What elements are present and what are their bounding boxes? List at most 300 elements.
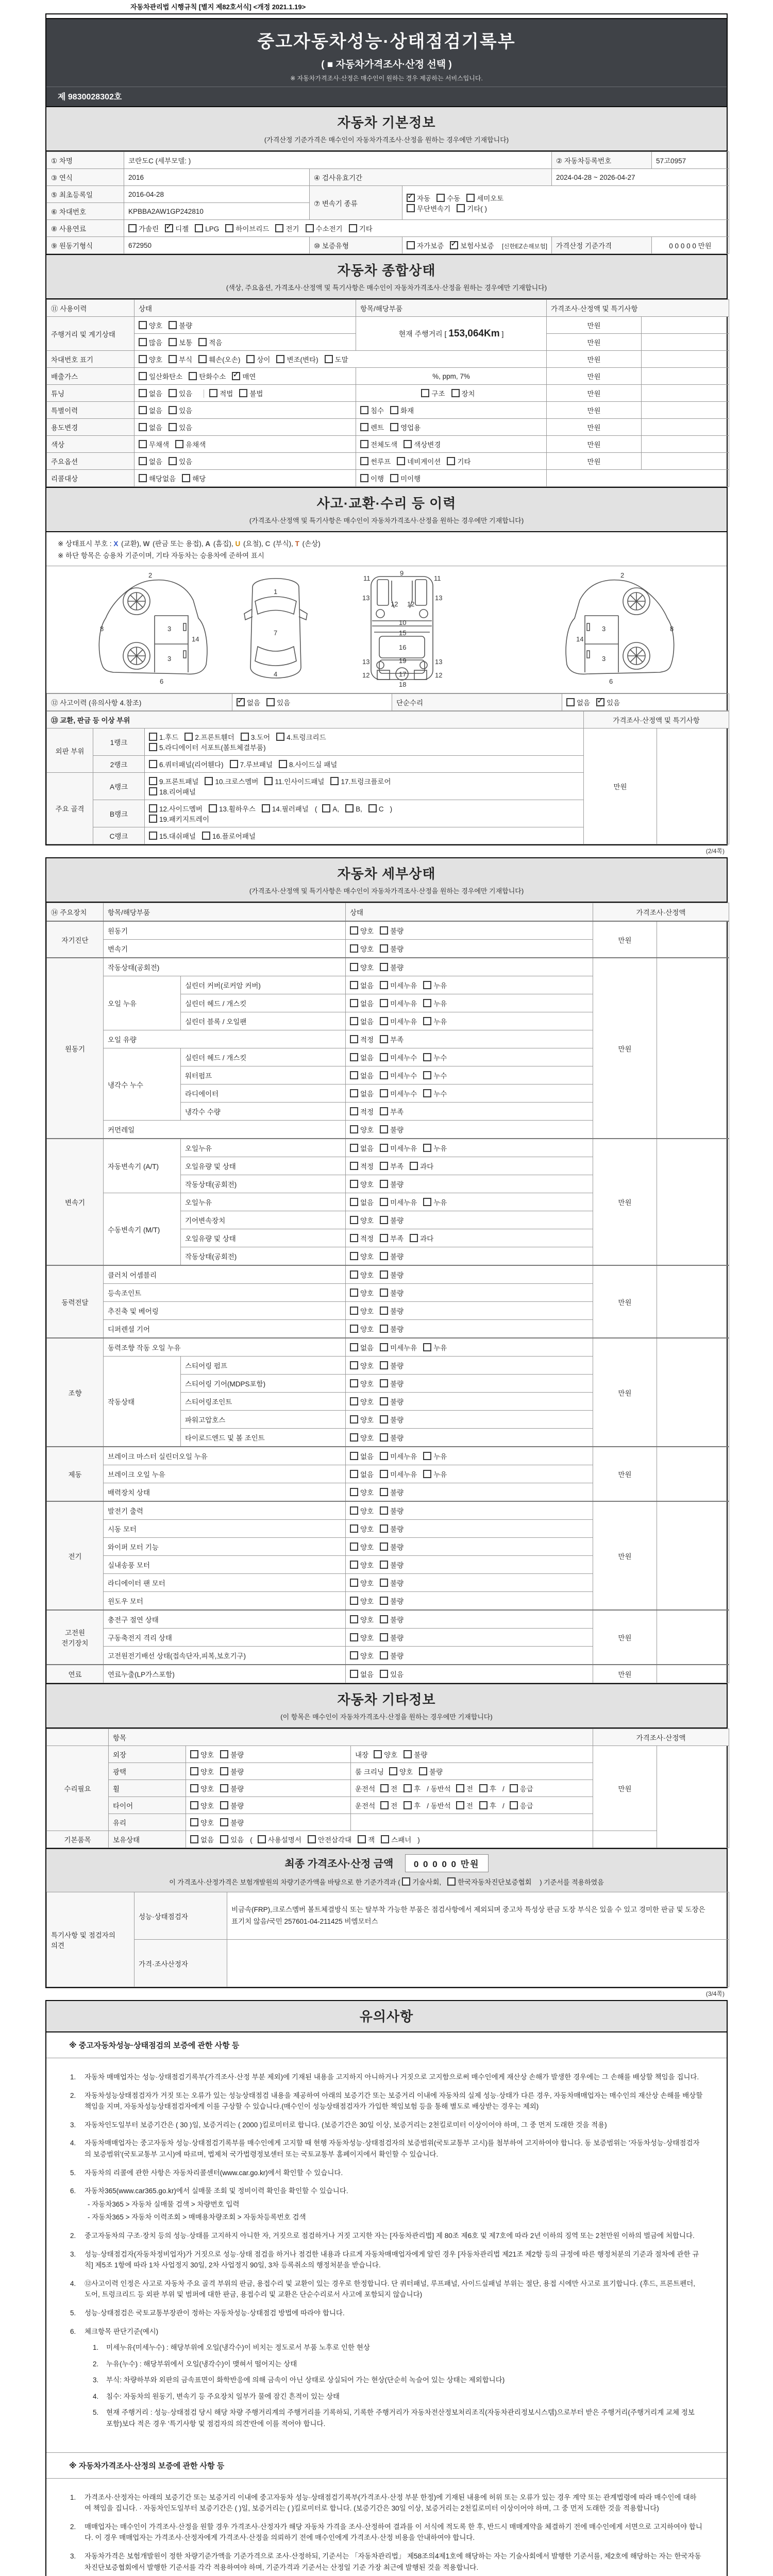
checkbox-icon[interactable] bbox=[350, 1053, 358, 1061]
checkbox-icon[interactable] bbox=[350, 1307, 358, 1315]
checkbox-icon[interactable] bbox=[358, 1835, 366, 1843]
checkbox-option[interactable] bbox=[350, 1578, 374, 1588]
checkbox-icon[interactable] bbox=[169, 457, 177, 465]
checkbox-icon[interactable] bbox=[421, 389, 429, 397]
checkbox-icon[interactable] bbox=[230, 760, 238, 768]
checkbox-option[interactable] bbox=[380, 1614, 404, 1624]
checkbox-option[interactable] bbox=[350, 962, 374, 972]
checkbox-icon[interactable] bbox=[149, 777, 157, 785]
checkbox-option[interactable] bbox=[380, 1650, 404, 1660]
checkbox-option[interactable] bbox=[350, 943, 374, 954]
checkbox-icon[interactable] bbox=[397, 457, 405, 465]
checkbox-option[interactable] bbox=[349, 223, 373, 233]
checkbox-option[interactable] bbox=[350, 1306, 374, 1316]
checkbox-option[interactable] bbox=[350, 1161, 374, 1171]
checkbox-icon[interactable] bbox=[220, 1767, 228, 1775]
checkbox-icon[interactable] bbox=[220, 1750, 228, 1758]
checkbox-icon[interactable] bbox=[128, 224, 137, 232]
checkbox-icon[interactable] bbox=[190, 1801, 198, 1809]
checkbox-icon[interactable] bbox=[190, 1767, 198, 1775]
checkbox-icon[interactable] bbox=[423, 1452, 431, 1460]
checkbox-option[interactable] bbox=[380, 1324, 404, 1334]
checkbox-icon[interactable] bbox=[381, 1835, 389, 1843]
checkbox-option[interactable] bbox=[397, 456, 441, 466]
checkbox-icon[interactable] bbox=[380, 1198, 388, 1206]
checkbox-icon[interactable] bbox=[350, 1488, 358, 1496]
checkbox-icon[interactable] bbox=[190, 1835, 198, 1843]
checkbox-icon[interactable] bbox=[380, 1615, 388, 1623]
checkbox-option[interactable] bbox=[149, 831, 196, 841]
checkbox-option[interactable] bbox=[139, 439, 169, 449]
checkbox-icon[interactable] bbox=[350, 1252, 358, 1260]
checkbox-icon[interactable] bbox=[149, 760, 157, 768]
checkbox-icon[interactable] bbox=[220, 1801, 228, 1809]
checkbox-option[interactable] bbox=[169, 354, 192, 364]
checkbox-option[interactable] bbox=[380, 980, 417, 990]
checkbox-option[interactable] bbox=[380, 1233, 404, 1243]
checkbox-icon[interactable] bbox=[325, 355, 333, 363]
checkbox-icon[interactable] bbox=[139, 355, 147, 363]
checkbox-icon[interactable] bbox=[380, 1035, 388, 1043]
checkbox-option[interactable] bbox=[149, 759, 224, 769]
checkbox-option[interactable] bbox=[419, 1766, 443, 1776]
checkbox-icon[interactable] bbox=[451, 389, 460, 397]
checkbox-icon[interactable] bbox=[149, 787, 157, 795]
checkbox-option[interactable] bbox=[350, 1487, 374, 1497]
checkbox-icon[interactable] bbox=[466, 194, 475, 202]
checkbox-option[interactable] bbox=[404, 1800, 421, 1810]
checkbox-icon[interactable] bbox=[175, 440, 183, 448]
checkbox-option[interactable] bbox=[350, 1650, 374, 1660]
checkbox-option[interactable] bbox=[169, 388, 192, 398]
checkbox-icon[interactable] bbox=[390, 423, 398, 431]
checkbox-option[interactable] bbox=[381, 1834, 411, 1844]
checkbox-icon[interactable] bbox=[380, 1452, 388, 1460]
checkbox-option[interactable] bbox=[457, 203, 487, 213]
checkbox-icon[interactable] bbox=[380, 1361, 388, 1369]
checkbox-option[interactable] bbox=[350, 1469, 374, 1479]
checkbox-icon[interactable] bbox=[380, 1289, 388, 1297]
checkbox-option[interactable] bbox=[380, 1088, 417, 1098]
checkbox-icon[interactable] bbox=[380, 1089, 388, 1097]
checkbox-option[interactable] bbox=[350, 1124, 374, 1134]
checkbox-icon[interactable] bbox=[350, 1035, 358, 1043]
checkbox-option[interactable] bbox=[380, 1070, 417, 1080]
checkbox-icon[interactable] bbox=[380, 1397, 388, 1405]
checkbox-option[interactable] bbox=[380, 1161, 404, 1171]
checkbox-option[interactable] bbox=[276, 732, 326, 742]
checkbox-option[interactable] bbox=[350, 1034, 374, 1044]
checkbox-option[interactable] bbox=[262, 803, 309, 814]
checkbox-option[interactable] bbox=[237, 697, 260, 707]
checkbox-option[interactable] bbox=[190, 1800, 214, 1810]
checkbox-option[interactable] bbox=[380, 1215, 404, 1225]
checkbox-icon[interactable] bbox=[198, 355, 207, 363]
checkbox-icon[interactable] bbox=[149, 815, 157, 823]
checkbox-icon[interactable] bbox=[380, 963, 388, 971]
checkbox-icon[interactable] bbox=[380, 1162, 388, 1170]
checkbox-icon[interactable] bbox=[380, 1252, 388, 1260]
checkbox-option[interactable] bbox=[423, 1197, 447, 1207]
checkbox-option[interactable] bbox=[390, 422, 421, 432]
checkbox-icon[interactable] bbox=[149, 743, 157, 751]
checkbox-icon[interactable] bbox=[350, 1415, 358, 1423]
checkbox-option[interactable] bbox=[209, 803, 256, 814]
checkbox-icon[interactable] bbox=[350, 1615, 358, 1623]
checkbox-option[interactable] bbox=[407, 203, 450, 213]
checkbox-icon[interactable] bbox=[190, 1818, 198, 1826]
checkbox-option[interactable] bbox=[149, 814, 209, 824]
checkbox-icon[interactable] bbox=[402, 1877, 410, 1886]
checkbox-icon[interactable] bbox=[390, 474, 398, 482]
checkbox-icon[interactable] bbox=[350, 1144, 358, 1152]
checkbox-icon[interactable] bbox=[169, 355, 177, 363]
checkbox-icon[interactable] bbox=[380, 1415, 388, 1423]
checkbox-option[interactable] bbox=[380, 1287, 404, 1298]
checkbox-icon[interactable] bbox=[276, 733, 284, 741]
checkbox-icon[interactable] bbox=[350, 1579, 358, 1587]
checkbox-icon[interactable] bbox=[350, 1270, 358, 1279]
checkbox-icon[interactable] bbox=[380, 1071, 388, 1079]
checkbox-icon[interactable] bbox=[404, 440, 412, 448]
checkbox-option[interactable] bbox=[175, 439, 206, 449]
checkbox-option[interactable] bbox=[239, 388, 263, 398]
checkbox-option[interactable] bbox=[380, 1560, 404, 1570]
checkbox-option[interactable] bbox=[380, 1469, 417, 1479]
checkbox-option[interactable] bbox=[350, 1179, 374, 1189]
checkbox-icon[interactable] bbox=[380, 1488, 388, 1496]
checkbox-icon[interactable] bbox=[374, 1750, 382, 1758]
checkbox-icon[interactable] bbox=[380, 1216, 388, 1224]
checkbox-option[interactable] bbox=[350, 1269, 374, 1280]
checkbox-icon[interactable] bbox=[258, 1835, 266, 1843]
checkbox-icon[interactable] bbox=[350, 1325, 358, 1333]
checkbox-option[interactable] bbox=[220, 1817, 244, 1827]
checkbox-icon[interactable] bbox=[246, 355, 255, 363]
checkbox-icon[interactable] bbox=[350, 1107, 358, 1115]
checkbox-icon[interactable] bbox=[350, 1433, 358, 1442]
checkbox-option[interactable] bbox=[380, 1306, 404, 1316]
checkbox-checked-icon[interactable] bbox=[596, 698, 604, 706]
checkbox-icon[interactable] bbox=[380, 1633, 388, 1641]
checkbox-option[interactable] bbox=[380, 1034, 404, 1044]
checkbox-option[interactable] bbox=[350, 1614, 374, 1624]
checkbox-option[interactable] bbox=[128, 223, 159, 233]
checkbox-icon[interactable] bbox=[279, 760, 287, 768]
checkbox-option[interactable] bbox=[350, 1360, 374, 1370]
checkbox-icon[interactable] bbox=[380, 1524, 388, 1533]
checkbox-option[interactable] bbox=[380, 1251, 404, 1261]
checkbox-option[interactable] bbox=[350, 1106, 374, 1116]
checkbox-icon[interactable] bbox=[169, 423, 177, 431]
checkbox-icon[interactable] bbox=[350, 1180, 358, 1188]
checkbox-icon[interactable] bbox=[447, 1877, 456, 1886]
checkbox-option[interactable] bbox=[380, 1800, 397, 1810]
checkbox-icon[interactable] bbox=[276, 355, 284, 363]
checkbox-option[interactable] bbox=[350, 1197, 374, 1207]
checkbox-option[interactable] bbox=[380, 1143, 417, 1153]
checkbox-option[interactable] bbox=[404, 1749, 427, 1759]
checkbox-option[interactable] bbox=[380, 1669, 404, 1679]
checkbox-icon[interactable] bbox=[360, 457, 368, 465]
checkbox-icon[interactable] bbox=[220, 1818, 228, 1826]
checkbox-option[interactable] bbox=[139, 354, 162, 364]
checkbox-icon[interactable] bbox=[423, 1343, 431, 1351]
checkbox-icon[interactable] bbox=[350, 981, 358, 989]
checkbox-option[interactable] bbox=[246, 354, 270, 364]
checkbox-icon[interactable] bbox=[190, 1784, 198, 1792]
checkbox-option[interactable] bbox=[139, 320, 162, 330]
checkbox-icon[interactable] bbox=[380, 1651, 388, 1659]
checkbox-icon[interactable] bbox=[149, 804, 157, 812]
checkbox-checked-icon[interactable] bbox=[237, 698, 245, 706]
checkbox-icon[interactable] bbox=[390, 406, 398, 414]
checkbox-icon[interactable] bbox=[410, 1162, 418, 1170]
checkbox-icon[interactable] bbox=[423, 1017, 431, 1025]
checkbox-icon[interactable] bbox=[380, 1343, 388, 1351]
checkbox-icon[interactable] bbox=[198, 338, 207, 346]
checkbox-icon[interactable] bbox=[360, 440, 368, 448]
checkbox-icon[interactable] bbox=[350, 1651, 358, 1659]
checkbox-option[interactable] bbox=[410, 1161, 433, 1171]
checkbox-option[interactable] bbox=[350, 1432, 374, 1443]
checkbox-icon[interactable] bbox=[456, 1784, 464, 1792]
checkbox-icon[interactable] bbox=[407, 241, 415, 249]
checkbox-option[interactable] bbox=[139, 337, 162, 347]
checkbox-icon[interactable] bbox=[169, 389, 177, 397]
checkbox-icon[interactable] bbox=[149, 832, 157, 840]
checkbox-option[interactable] bbox=[182, 473, 206, 483]
checkbox-option[interactable] bbox=[225, 223, 269, 233]
checkbox-option[interactable] bbox=[596, 697, 620, 707]
checkbox-icon[interactable] bbox=[380, 1433, 388, 1442]
checkbox-icon[interactable] bbox=[139, 440, 147, 448]
checkbox-icon[interactable] bbox=[380, 1801, 389, 1809]
checkbox-icon[interactable] bbox=[380, 1107, 388, 1115]
checkbox-icon[interactable] bbox=[510, 1784, 518, 1792]
checkbox-icon[interactable] bbox=[350, 1633, 358, 1641]
checkbox-icon[interactable] bbox=[225, 224, 233, 232]
checkbox-icon[interactable] bbox=[404, 1784, 412, 1792]
checkbox-option[interactable] bbox=[169, 405, 192, 415]
checkbox-icon[interactable] bbox=[322, 804, 330, 812]
checkbox-option[interactable] bbox=[380, 1016, 417, 1026]
checkbox-icon[interactable] bbox=[139, 338, 147, 346]
checkbox-icon[interactable] bbox=[380, 1470, 388, 1478]
checkbox-icon[interactable] bbox=[139, 457, 147, 465]
checkbox-option[interactable] bbox=[350, 1669, 374, 1679]
checkbox-option[interactable] bbox=[447, 456, 470, 466]
checkbox-icon[interactable] bbox=[139, 474, 147, 482]
checkbox-option[interactable] bbox=[139, 422, 162, 432]
checkbox-option[interactable] bbox=[466, 193, 503, 203]
checkbox-icon[interactable] bbox=[349, 224, 357, 232]
checkbox-option[interactable] bbox=[198, 354, 240, 364]
checkbox-icon[interactable] bbox=[380, 1379, 388, 1387]
checkbox-icon[interactable] bbox=[139, 389, 147, 397]
checkbox-icon[interactable] bbox=[380, 1307, 388, 1315]
checkbox-icon[interactable] bbox=[350, 963, 358, 971]
checkbox-icon[interactable] bbox=[423, 1198, 431, 1206]
checkbox-option[interactable] bbox=[184, 732, 234, 742]
checkbox-icon[interactable] bbox=[350, 1470, 358, 1478]
checkbox-icon[interactable] bbox=[350, 1361, 358, 1369]
checkbox-icon[interactable] bbox=[380, 1234, 388, 1242]
checkbox-icon[interactable] bbox=[169, 338, 177, 346]
checkbox-option[interactable] bbox=[423, 1070, 447, 1080]
checkbox-option[interactable] bbox=[350, 1215, 374, 1225]
checkbox-option[interactable] bbox=[407, 193, 430, 203]
checkbox-option[interactable] bbox=[380, 1197, 417, 1207]
checkbox-option[interactable] bbox=[479, 1783, 496, 1793]
checkbox-option[interactable] bbox=[380, 1487, 404, 1497]
checkbox-icon[interactable] bbox=[360, 474, 368, 482]
checkbox-option[interactable] bbox=[450, 240, 494, 250]
checkbox-option[interactable] bbox=[308, 1834, 351, 1844]
checkbox-option[interactable] bbox=[350, 1596, 374, 1606]
checkbox-icon[interactable] bbox=[139, 372, 147, 380]
checkbox-icon[interactable] bbox=[380, 1180, 388, 1188]
checkbox-option[interactable] bbox=[380, 1523, 404, 1534]
checkbox-icon[interactable] bbox=[423, 1144, 431, 1152]
checkbox-option[interactable] bbox=[350, 1414, 374, 1425]
checkbox-option[interactable] bbox=[345, 804, 362, 813]
checkbox-icon[interactable] bbox=[389, 1767, 397, 1775]
checkbox-option[interactable] bbox=[169, 456, 192, 466]
checkbox-icon[interactable] bbox=[423, 1470, 431, 1478]
checkbox-option[interactable] bbox=[451, 388, 475, 398]
checkbox-icon[interactable] bbox=[380, 944, 388, 953]
checkbox-option[interactable] bbox=[195, 224, 219, 233]
checkbox-option[interactable] bbox=[350, 1251, 374, 1261]
checkbox-option[interactable] bbox=[220, 1783, 244, 1793]
checkbox-icon[interactable] bbox=[479, 1784, 488, 1792]
checkbox-option[interactable] bbox=[421, 388, 445, 398]
checkbox-icon[interactable] bbox=[380, 1579, 388, 1587]
checkbox-option[interactable] bbox=[350, 1070, 374, 1080]
checkbox-option[interactable] bbox=[330, 776, 391, 786]
checkbox-icon[interactable] bbox=[169, 406, 177, 414]
checkbox-icon[interactable] bbox=[380, 1597, 388, 1605]
checkbox-option[interactable] bbox=[374, 1749, 397, 1759]
checkbox-option[interactable] bbox=[410, 1233, 433, 1243]
checkbox-option[interactable] bbox=[380, 1432, 404, 1443]
checkbox-option[interactable] bbox=[380, 1269, 404, 1280]
checkbox-icon[interactable] bbox=[266, 698, 275, 706]
checkbox-icon[interactable] bbox=[510, 1801, 518, 1809]
checkbox-icon[interactable] bbox=[380, 1325, 388, 1333]
checkbox-icon[interactable] bbox=[139, 423, 147, 431]
checkbox-icon[interactable] bbox=[350, 944, 358, 953]
checkbox-option[interactable] bbox=[380, 1124, 404, 1134]
checkbox-icon[interactable] bbox=[410, 1234, 418, 1242]
checkbox-option[interactable] bbox=[423, 1052, 447, 1062]
checkbox-option[interactable] bbox=[266, 697, 290, 707]
checkbox-icon[interactable] bbox=[182, 474, 190, 482]
checkbox-option[interactable] bbox=[190, 1834, 214, 1844]
checkbox-icon[interactable] bbox=[368, 804, 377, 812]
checkbox-option[interactable] bbox=[423, 1469, 447, 1479]
checkbox-option[interactable] bbox=[479, 1800, 496, 1810]
checkbox-icon[interactable] bbox=[350, 1089, 358, 1097]
checkbox-icon[interactable] bbox=[380, 1784, 389, 1792]
checkbox-option[interactable] bbox=[350, 1287, 374, 1298]
checkbox-option[interactable] bbox=[139, 405, 162, 415]
checkbox-option[interactable] bbox=[149, 742, 266, 752]
checkbox-option[interactable] bbox=[380, 1451, 417, 1461]
checkbox-option[interactable] bbox=[149, 776, 198, 786]
checkbox-option[interactable] bbox=[350, 980, 374, 990]
checkbox-option[interactable] bbox=[380, 1052, 417, 1062]
checkbox-icon[interactable] bbox=[350, 1452, 358, 1460]
checkbox-option[interactable] bbox=[149, 786, 196, 796]
checkbox-checked-icon[interactable] bbox=[450, 241, 458, 249]
checkbox-option[interactable] bbox=[149, 803, 203, 814]
checkbox-option[interactable] bbox=[350, 1233, 374, 1243]
checkbox-icon[interactable] bbox=[220, 1784, 228, 1792]
checkbox-option[interactable] bbox=[139, 473, 176, 483]
checkbox-icon[interactable] bbox=[139, 321, 147, 329]
checkbox-icon[interactable] bbox=[479, 1801, 488, 1809]
checkbox-option[interactable] bbox=[220, 1834, 244, 1844]
checkbox-icon[interactable] bbox=[350, 1597, 358, 1605]
checkbox-option[interactable] bbox=[165, 223, 189, 233]
checkbox-option[interactable] bbox=[380, 1541, 404, 1552]
checkbox-option[interactable] bbox=[325, 354, 348, 364]
checkbox-option[interactable] bbox=[510, 1783, 533, 1793]
checkbox-icon[interactable] bbox=[380, 1270, 388, 1279]
checkbox-icon[interactable] bbox=[380, 1561, 388, 1569]
checkbox-icon[interactable] bbox=[423, 1071, 431, 1079]
checkbox-icon[interactable] bbox=[350, 1670, 358, 1678]
checkbox-option[interactable] bbox=[350, 1378, 374, 1388]
checkbox-icon[interactable] bbox=[350, 1017, 358, 1025]
checkbox-option[interactable] bbox=[276, 354, 318, 364]
checkbox-option[interactable] bbox=[306, 223, 343, 233]
checkbox-option[interactable] bbox=[190, 1817, 214, 1827]
checkbox-option[interactable] bbox=[566, 697, 590, 707]
checkbox-option[interactable] bbox=[404, 1783, 421, 1793]
checkbox-option[interactable] bbox=[322, 804, 339, 813]
checkbox-icon[interactable] bbox=[380, 981, 388, 989]
checkbox-option[interactable] bbox=[423, 1451, 447, 1461]
checkbox-option[interactable] bbox=[220, 1749, 244, 1759]
checkbox-checked-icon[interactable] bbox=[232, 372, 240, 380]
checkbox-checked-icon[interactable] bbox=[165, 224, 173, 232]
checkbox-icon[interactable] bbox=[360, 423, 368, 431]
checkbox-option[interactable] bbox=[380, 1505, 404, 1516]
checkbox-option[interactable] bbox=[404, 439, 441, 449]
checkbox-icon[interactable] bbox=[275, 224, 283, 232]
checkbox-option[interactable] bbox=[241, 732, 270, 742]
checkbox-icon[interactable] bbox=[380, 1053, 388, 1061]
checkbox-icon[interactable] bbox=[262, 804, 270, 812]
checkbox-icon[interactable] bbox=[209, 804, 217, 812]
checkbox-option[interactable] bbox=[380, 1396, 404, 1406]
checkbox-option[interactable] bbox=[423, 1088, 447, 1098]
checkbox-icon[interactable] bbox=[350, 926, 358, 935]
checkbox-option[interactable] bbox=[350, 1632, 374, 1642]
checkbox-option[interactable] bbox=[360, 456, 391, 466]
checkbox-icon[interactable] bbox=[423, 1089, 431, 1097]
checkbox-option[interactable] bbox=[380, 1578, 404, 1588]
checkbox-option[interactable] bbox=[190, 1749, 214, 1759]
checkbox-icon[interactable] bbox=[350, 1289, 358, 1297]
checkbox-option[interactable] bbox=[423, 1016, 447, 1026]
checkbox-option[interactable] bbox=[380, 998, 417, 1008]
checkbox-option[interactable] bbox=[358, 1834, 375, 1844]
checkbox-icon[interactable] bbox=[350, 1198, 358, 1206]
